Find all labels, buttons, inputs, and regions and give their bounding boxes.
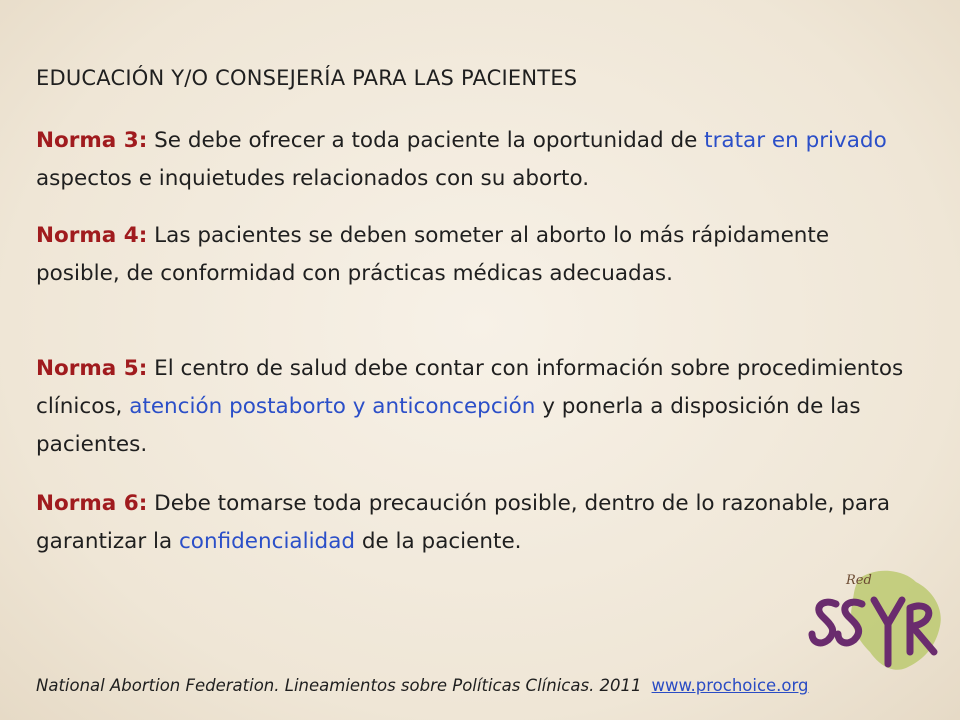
red-ssyr-logo bbox=[808, 560, 948, 682]
slide-heading: EDUCACIÓN Y/O CONSEJERÍA PARA LAS PACIENTES bbox=[36, 66, 578, 90]
norma-6-highlight: confidencialidad bbox=[178, 529, 356, 554]
norma-6-paragraph bbox=[36, 485, 911, 561]
citation-text: National Abortion Federation. Lineamientos sobre Políticas Clínicas. 2011 bbox=[36, 676, 642, 695]
norma-6-text-2: de la paciente. bbox=[355, 529, 522, 554]
norma-4-label: Norma 4: bbox=[36, 223, 148, 248]
norma-5-label: Norma 5: bbox=[36, 356, 148, 381]
norma-5-text-2: y ponerla a disposición de las pacientes. bbox=[36, 394, 861, 457]
norma-5-text-1: El centro de salud debe contar con información sobre procedimientos clínicos, bbox=[36, 356, 904, 419]
norma-3-highlight: tratar en privado bbox=[704, 128, 887, 153]
norma-5-highlight: atención postaborto y anticoncepción bbox=[129, 394, 536, 419]
norma-3-text-1: Se debe ofrecer a toda paciente la oportunidad de bbox=[147, 128, 705, 153]
prochoice-link[interactable]: www.prochoice.org bbox=[651, 676, 809, 695]
norma-3-paragraph bbox=[36, 122, 911, 198]
norma-6-text-1: Debe tomarse toda precaución posible, dentro de lo razonable, para garantizar la bbox=[36, 491, 891, 554]
norma-3-text-2: aspectos e inquietudes relacionados con su aborto. bbox=[36, 166, 590, 191]
norma-4-paragraph bbox=[36, 217, 911, 293]
norma-6-label: Norma 6: bbox=[36, 491, 148, 516]
norma-5-paragraph bbox=[36, 350, 911, 464]
logo-red-text: Red bbox=[846, 573, 872, 588]
citation-footer bbox=[36, 676, 936, 695]
norma-4-text-1: Las pacientes se deben someter al aborto lo más rápidamente posible, de conformidad con prácticas médicas adecuadas. bbox=[36, 223, 830, 286]
norma-3-label: Norma 3: bbox=[36, 128, 148, 153]
